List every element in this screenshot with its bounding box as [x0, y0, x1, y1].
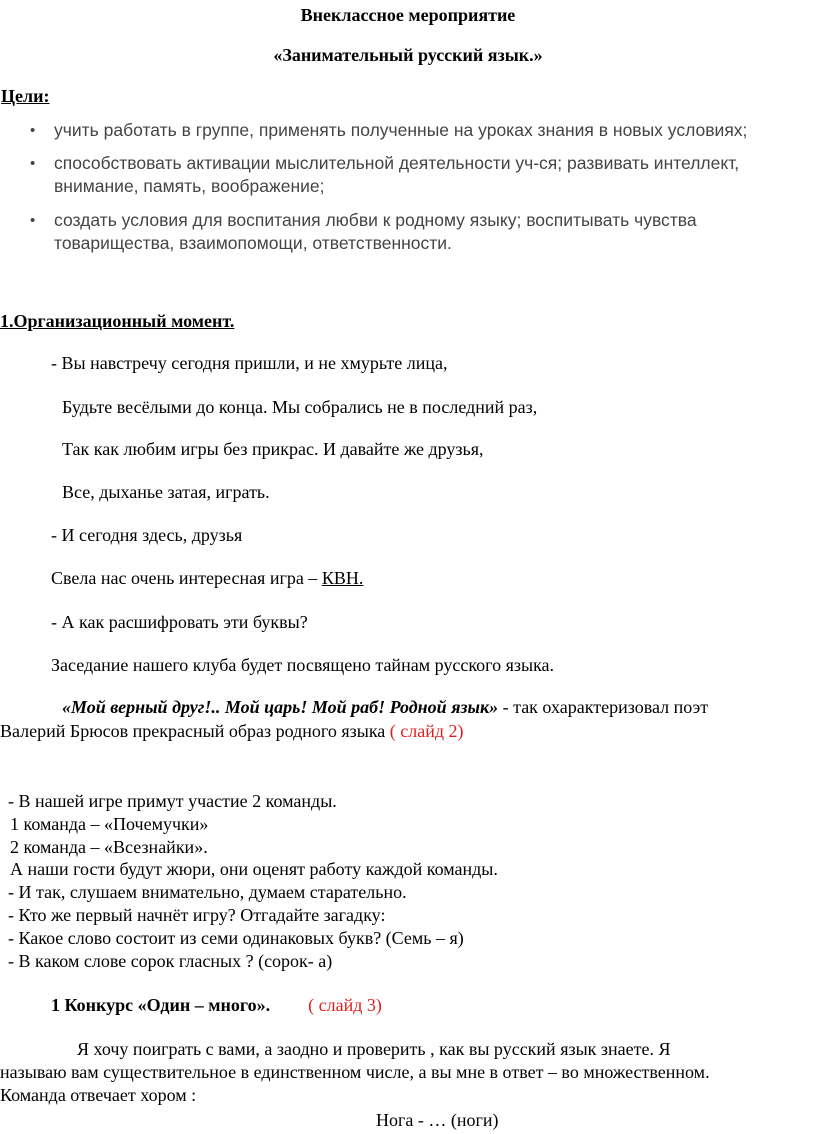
- goal-item-3: создать условия для воспитания любви к родному языку; воспитывать чувства: [54, 210, 697, 230]
- bullet-1: •: [30, 122, 36, 139]
- contest-text-2: называю вам существительное в единственном числе, а вы мне в ответ – во множественном.: [0, 1062, 710, 1082]
- poem-line-4: Все, дыханье затая, играть.: [62, 482, 270, 502]
- document-subtitle: «Занимательный русский язык.»: [273, 45, 543, 65]
- bullet-3: •: [30, 212, 36, 229]
- teams-line-8: - В каком слове сорок гласных ? (сорок- а): [8, 951, 333, 971]
- contest-text-1: Я хочу поиграть с вами, а заодно и проверить , как вы русский язык знаете. Я: [77, 1039, 671, 1059]
- kvn-line: [51, 567, 363, 589]
- poem-line-5: - И сегодня здесь, друзья: [51, 525, 243, 545]
- document-title: Внеклассное мероприятие: [300, 5, 516, 25]
- slide-3-label: ( слайд 3): [308, 995, 382, 1015]
- goal-item-2-cont: внимание, память, воображение;: [54, 176, 325, 196]
- contest-text-3: Команда отвечает хором :: [0, 1085, 197, 1105]
- goals-heading: Цели:: [1, 86, 50, 106]
- club-line: Заседание нашего клуба будет посвящено тайнам русского языка.: [51, 655, 555, 675]
- quote-line-2: [0, 720, 464, 742]
- decode-question: - А как расшифровать эти буквы?: [51, 612, 308, 632]
- goal-item-3-cont: товарищества, взаимопомощи, ответственности.: [54, 233, 452, 253]
- poem-line-3: Так как любим игры без прикрас. И давайте же друзья,: [62, 439, 484, 459]
- kvn-word: КВН.: [321, 568, 364, 588]
- goal-item-2: способствовать активации мыслительной деятельности уч-ся; развивать интеллект,: [54, 153, 740, 173]
- contest1-line: [51, 994, 382, 1016]
- bryusov-quote: «Мой верный друг!.. Мой царь! Мой раб! Родной язык»: [62, 697, 499, 717]
- slide-2-label: ( слайд 2): [389, 721, 464, 741]
- section1-heading: 1.Организационный момент.: [0, 311, 235, 331]
- teams-line-7: - Какое слово состоит из семи одинаковых букв? (Семь – я): [8, 928, 464, 948]
- teams-line-2: 1 команда – «Почемучки»: [10, 814, 209, 834]
- quote-line: [62, 696, 708, 718]
- quote-author-text: Валерий Брюсов прекрасный образ родного языка: [0, 721, 390, 741]
- contest1-heading: 1 Конкурс «Один – много».: [51, 995, 271, 1015]
- goal-item-1: учить работать в группе, применять полученные на уроках знания в новых условиях;: [54, 120, 748, 140]
- teams-line-5: - И так, слушаем внимательно, думаем старательно.: [8, 882, 407, 902]
- teams-line-3: 2 команда – «Всезнайки».: [10, 837, 208, 857]
- kvn-prefix: Свела нас очень интересная игра –: [51, 568, 322, 588]
- teams-line-4: А наши гости будут жюри, они оценят работу каждой команды.: [10, 859, 498, 879]
- poem-line-1: - Вы навстречу сегодня пришли, и не хмурьте лица,: [51, 353, 448, 373]
- teams-line-1: - В нашей игре примут участие 2 команды.: [8, 791, 337, 811]
- poem-line-2: Будьте весёлыми до конца. Мы собрались не в последний раз,: [62, 397, 538, 417]
- quote-after: - так охарактеризовал поэт: [498, 697, 709, 717]
- teams-line-6: - Кто же первый начнёт игру? Отгадайте загадку:: [8, 905, 386, 925]
- example-word: Нога - … (ноги): [376, 1110, 499, 1130]
- bullet-2: •: [30, 155, 36, 172]
